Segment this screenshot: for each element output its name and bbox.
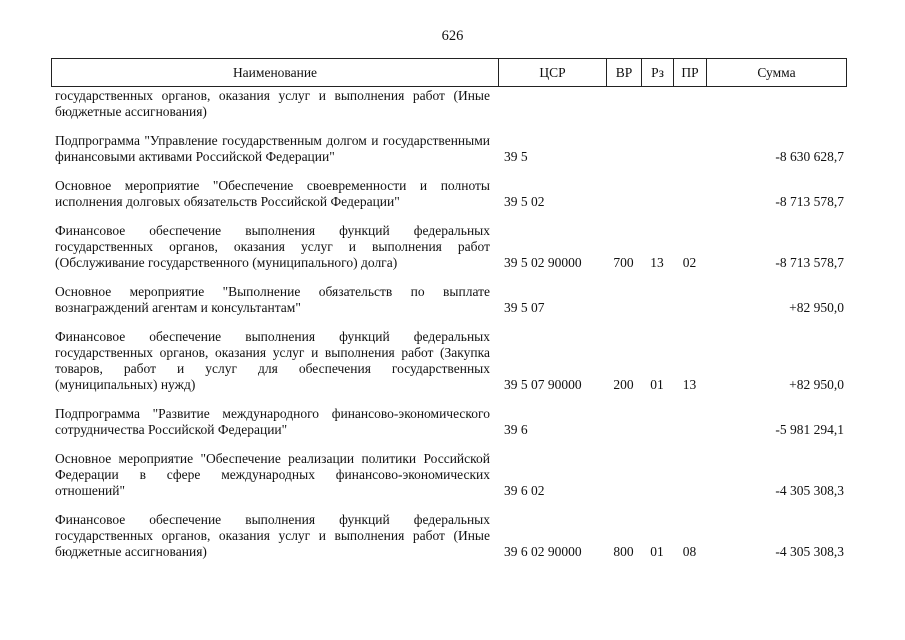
table-row	[51, 88, 846, 120]
row-pr-code	[673, 165, 706, 210]
row-csr-code	[498, 88, 606, 120]
row-rz-code	[641, 438, 673, 499]
row-vr-code: 200	[613, 377, 634, 392]
row-name: государственных органов, оказания услуг и выполнения работ (Иные бюджетные ассигнования)	[55, 88, 490, 119]
row-csr-code: 39 6	[504, 422, 528, 437]
table-row	[51, 165, 846, 210]
row-sum: +82 950,0	[789, 377, 844, 392]
row-pr-code	[673, 120, 706, 165]
row-vr-code	[606, 165, 641, 210]
row-rz-code: 01	[650, 377, 664, 392]
row-name: Подпрограмма "Управление государственным долгом и государственными финансовыми активами Российской Федерации"	[55, 133, 490, 164]
row-csr-code: 39 6 02	[504, 483, 545, 498]
row-rz-code: 13	[650, 255, 664, 270]
row-pr-code	[673, 393, 706, 438]
row-sum: -8 713 578,7	[775, 255, 844, 270]
row-pr-code	[673, 271, 706, 316]
row-csr-code: 39 5 07	[504, 300, 545, 315]
column-header-csr: ЦСР	[499, 59, 607, 87]
row-vr-code	[606, 438, 641, 499]
row-name: Финансовое обеспечение выполнения функций федеральных государственных органов, оказания услуг и выполнения работ (Обслуживание государственного (муниципального) долга)	[55, 223, 490, 270]
page-number: 626	[441, 28, 464, 44]
row-sum	[706, 88, 846, 120]
row-sum: -4 305 308,3	[775, 544, 844, 559]
column-header-sum: Сумма	[707, 59, 847, 87]
row-sum: +82 950,0	[789, 300, 844, 315]
table-row	[51, 271, 846, 316]
row-rz-code	[641, 120, 673, 165]
table-row	[51, 316, 846, 393]
row-pr-code	[673, 88, 706, 120]
row-pr-code: 08	[682, 544, 697, 559]
row-name: Основное мероприятие "Обеспечение реализации политики Российской Федерации в сфере международных финансово-экономических отношений"	[55, 451, 490, 498]
table-body	[51, 88, 846, 560]
row-pr-code	[673, 438, 706, 499]
row-name: Основное мероприятие "Выполнение обязательств по выплате вознаграждений агентам и консультантам"	[55, 284, 490, 315]
row-pr-code: 02	[682, 255, 697, 270]
row-name: Финансовое обеспечение выполнения функций федеральных государственных органов, оказания услуг и выполнения работ (Закупка товаров, работ и услуг для обеспечения государственных (муниципальных) нужд)	[55, 329, 490, 392]
row-vr-code: 700	[613, 255, 634, 270]
row-vr-code	[606, 271, 641, 316]
row-vr-code	[606, 88, 641, 120]
row-rz-code: 01	[650, 544, 664, 559]
row-sum: -5 981 294,1	[775, 422, 844, 437]
row-rz-code	[641, 88, 673, 120]
row-csr-code: 39 5 02	[504, 194, 545, 209]
row-sum: -8 630 628,7	[775, 149, 844, 164]
column-header-vr: ВР	[607, 59, 642, 87]
table-row	[51, 438, 846, 499]
row-name: Подпрограмма "Развитие международного финансово-экономического сотрудничества Российской Федерации"	[55, 406, 490, 437]
row-vr-code	[606, 393, 641, 438]
row-rz-code	[641, 393, 673, 438]
row-sum: -8 713 578,7	[775, 194, 844, 209]
row-pr-code: 13	[682, 377, 697, 392]
column-header-rz: Рз	[642, 59, 674, 87]
table-header	[51, 58, 847, 87]
row-rz-code	[641, 165, 673, 210]
row-csr-code: 39 5 02 90000	[504, 255, 582, 270]
table-row	[51, 210, 846, 271]
row-csr-code: 39 5	[504, 149, 528, 164]
row-vr-code: 800	[613, 544, 634, 559]
column-header-pr: ПР	[674, 59, 707, 87]
table-row	[51, 120, 846, 165]
row-name: Финансовое обеспечение выполнения функций федеральных государственных органов, оказания услуг и выполнения работ (Иные бюджетные ассигнования)	[55, 512, 490, 559]
row-sum: -4 305 308,3	[775, 483, 844, 498]
row-name: Основное мероприятие "Обеспечение своевременности и полноты исполнения долговых обязательств Российской Федерации"	[55, 178, 490, 209]
column-header-name: Наименование	[52, 59, 499, 87]
table-row	[51, 499, 846, 560]
row-csr-code: 39 6 02 90000	[504, 544, 582, 559]
row-csr-code: 39 5 07 90000	[504, 377, 582, 392]
row-vr-code	[606, 120, 641, 165]
table-row	[51, 393, 846, 438]
row-rz-code	[641, 271, 673, 316]
budget-table	[51, 88, 846, 560]
